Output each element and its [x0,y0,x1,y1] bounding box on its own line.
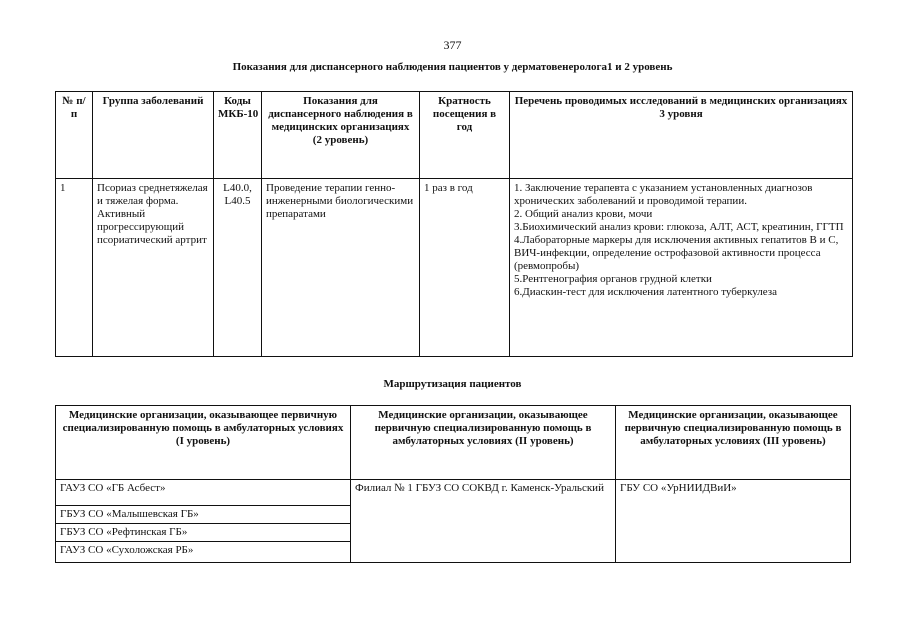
page-title: Показания для диспансерного наблюдения пациентов у дерматовенеролога1 и 2 уровень [232,61,673,73]
study-item: 6.Диаскин-тест для исключения латентного туберкулеза [514,286,778,298]
study-item: 4.Лабораторные маркеры для исключения активных гепатитов В и С, ВИЧ-инфекции, определение острофазовой активности процесса (ревмопробы) [514,234,839,272]
header-frequency: Кратность посещения в год [420,92,510,179]
level3-org: ГБУ СО «УрНИИДВиИ» [616,480,851,563]
table-row [56,480,851,506]
indications-table [55,91,853,357]
study-item: 5.Рентгенография органов грудной клетки [514,273,712,285]
level1-org: ГБУЗ СО «Малышевская ГБ» [56,506,351,524]
level1-org: ГБУЗ СО «Рефтинская ГБ» [56,524,351,542]
table-row [56,179,853,357]
study-item: 3.Биохимический анализ крови: глюкоза, АЛТ, АСТ, креатинин, ГГТП [514,221,844,233]
header-number: № п/п [56,92,93,179]
cell-icd-codes: L40.0, L40.5 [214,179,262,357]
header-disease-group: Группа заболеваний [93,92,214,179]
level1-org: ГАУЗ СО «ГБ Асбест» [56,480,351,506]
cell-studies-list [510,179,853,357]
level2-org: Филиал № 1 ГБУЗ СО СОКВД г. Каменск-Уральский [351,480,616,563]
header-studies: Перечень проводимых исследований в медицинских организациях 3 уровня [510,92,853,179]
table-header-row [56,92,853,179]
cell-disease-group: Псориаз среднетяжелая и тяжелая форма. Активный прогрессирующий псориатический артрит [93,179,214,357]
level1-org: ГАУЗ СО «Сухоложская РБ» [56,542,351,563]
cell-number: 1 [56,179,93,357]
header-indications: Показания для диспансерного наблюдения в медицинских организациях (2 уровень) [262,92,420,179]
study-item: 1. Заключение терапевта с указанием установленных диагнозов хронических заболеваний и проводимой терапии. [514,182,813,207]
table-header-row [56,406,851,480]
cell-indications: Проведение терапии генно-инженерными биологическими препаратами [262,179,420,357]
page-number: 377 [443,38,462,52]
routing-table [55,405,851,563]
study-item: 2. Общий анализ крови, мочи [514,208,653,220]
header-level-1: Медицинские организации, оказывающее первичную специализированную помощь в амбулаторных условиях (I уровень) [56,406,351,480]
section-title-routing: Маршрутизация пациентов [383,378,522,390]
header-level-3: Медицинские организации, оказывающее первичную специализированную помощь в амбулаторных условиях (III уровень) [616,406,851,480]
cell-frequency: 1 раз в год [420,179,510,357]
header-icd-codes: Коды МКБ-10 [214,92,262,179]
header-level-2: Медицинские организации, оказывающее первичную специализированную помощь в амбулаторных условиях (II уровень) [351,406,616,480]
